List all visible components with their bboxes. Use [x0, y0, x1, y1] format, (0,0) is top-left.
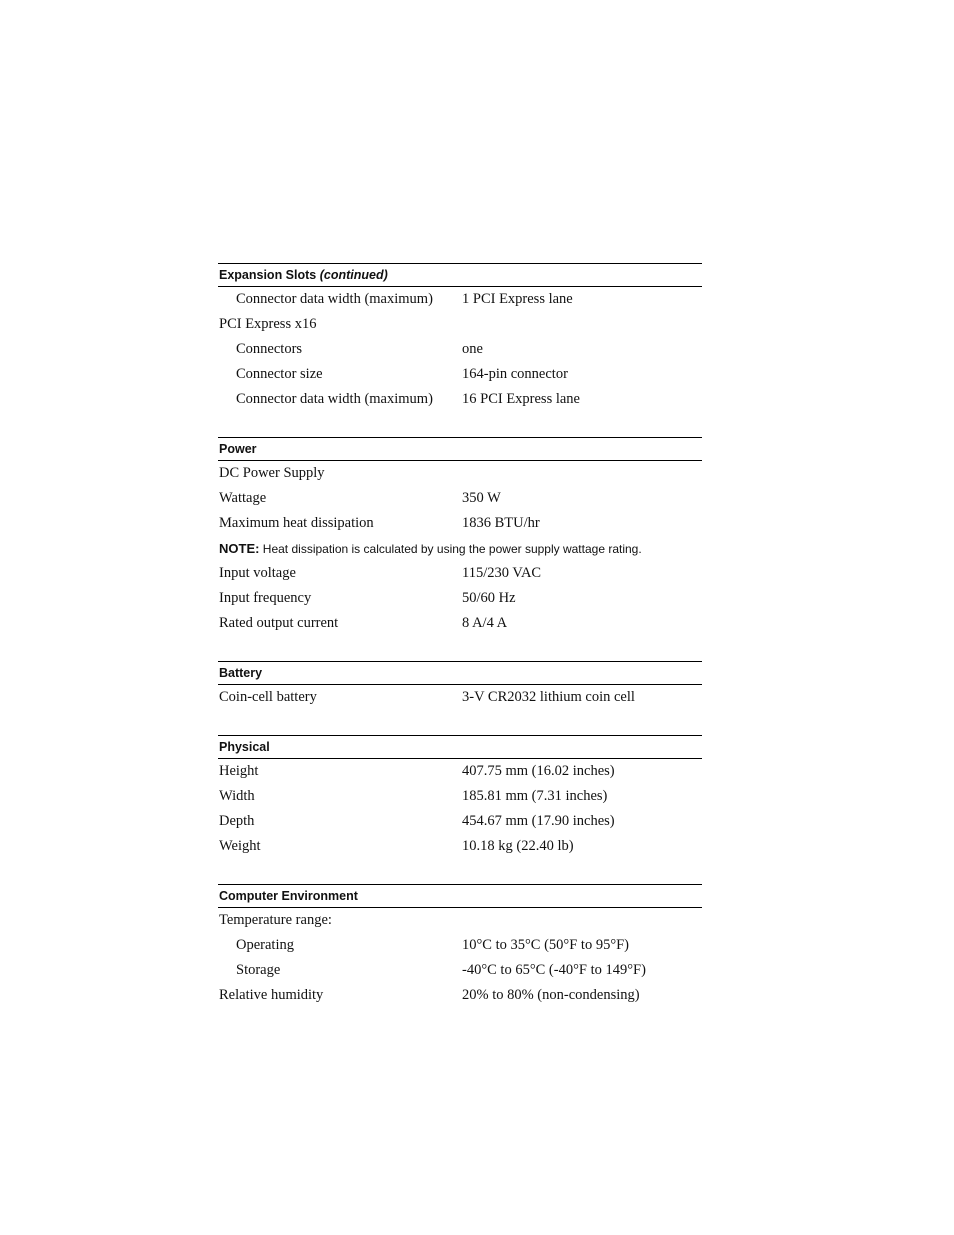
spec-label: Storage: [236, 962, 281, 978]
section-header: [218, 437, 702, 461]
spec-value: 1836 BTU/hr: [462, 515, 540, 531]
section-rows: [218, 461, 702, 636]
spec-label: Width: [219, 788, 255, 804]
spec-value: 185.81 mm (7.31 inches): [462, 788, 608, 804]
spec-row: [218, 834, 702, 859]
spec-label: Connector size: [236, 366, 323, 382]
spec-row: [218, 809, 702, 834]
spec-row: [218, 685, 702, 710]
section-title: Battery: [219, 666, 263, 680]
spec-row: [218, 908, 702, 933]
specifications-table: [218, 263, 702, 1033]
section-title: Expansion Slots: [219, 268, 317, 282]
spec-label: Height: [219, 763, 259, 779]
spec-row: [218, 387, 702, 412]
spec-row: [218, 362, 702, 387]
spec-value: 164-pin connector: [462, 366, 568, 382]
spec-row: [218, 611, 702, 636]
spec-value: 407.75 mm (16.02 inches): [462, 763, 615, 779]
spec-row: [218, 561, 702, 586]
spec-value: 3-V CR2032 lithium coin cell: [462, 689, 635, 705]
spec-value: 115/230 VAC: [462, 565, 542, 581]
spec-row: [218, 337, 702, 362]
note-label: NOTE:: [219, 541, 260, 556]
note-text: Heat dissipation is calculated by using the power supply wattage rating.: [262, 542, 642, 556]
spec-value: 10.18 kg (22.40 lb): [462, 838, 574, 854]
spec-value: 8 A/4 A: [462, 615, 508, 631]
spec-label: Input voltage: [219, 565, 296, 581]
spec-value: one: [462, 341, 483, 357]
section-title: Physical: [219, 740, 270, 754]
section-title: Computer Environment: [219, 889, 358, 903]
spec-label: Input frequency: [219, 590, 312, 606]
spec-label: Connector data width (maximum): [236, 291, 433, 307]
section-title: Power: [219, 442, 257, 456]
spec-row: [218, 586, 702, 611]
spec-value: 10°C to 35°C (50°F to 95°F): [462, 937, 630, 953]
section-rows: [218, 759, 702, 859]
note: [218, 536, 702, 561]
spec-row: [218, 759, 702, 784]
spec-label: Coin-cell battery: [219, 689, 317, 705]
spec-section: [218, 735, 702, 859]
section-header: [218, 735, 702, 759]
spec-row: [218, 287, 702, 312]
section-header: [218, 263, 702, 287]
spec-label: Operating: [236, 937, 294, 953]
section-rows: [218, 685, 702, 710]
section-rows: [218, 908, 702, 1008]
spec-value: 20% to 80% (non-condensing): [462, 987, 640, 1003]
spec-row: [218, 983, 702, 1008]
spec-section: [218, 884, 702, 1008]
spec-value: 454.67 mm (17.90 inches): [462, 813, 615, 829]
section-header: [218, 884, 702, 908]
spec-section: [218, 661, 702, 710]
spec-row: [218, 958, 702, 983]
spec-value: 350 W: [462, 490, 501, 506]
spec-label: Rated output current: [219, 615, 339, 631]
spec-label: Wattage: [219, 490, 267, 506]
spec-row: [218, 933, 702, 958]
spec-value: 50/60 Hz: [462, 590, 516, 606]
spec-label: Connector data width (maximum): [236, 391, 433, 407]
spec-row: [218, 784, 702, 809]
section-rows: [218, 287, 702, 412]
spec-label: Relative humidity: [219, 987, 324, 1003]
spec-label: Connectors: [236, 341, 303, 357]
section-continued-label: (continued): [319, 268, 388, 282]
spec-row: [218, 511, 702, 536]
spec-label: PCI Express x16: [219, 316, 317, 332]
spec-section: [218, 263, 702, 412]
spec-row: [218, 312, 702, 337]
spec-section: [218, 437, 702, 636]
spec-row: [218, 461, 702, 486]
spec-label: Depth: [219, 813, 255, 829]
spec-value: -40°C to 65°C (-40°F to 149°F): [462, 962, 646, 978]
spec-row: [218, 486, 702, 511]
section-header: [218, 661, 702, 685]
spec-value: 1 PCI Express lane: [462, 291, 573, 307]
spec-label: DC Power Supply: [219, 465, 325, 481]
spec-label: Maximum heat dissipation: [219, 515, 374, 531]
spec-value: 16 PCI Express lane: [462, 391, 580, 407]
spec-label: Temperature range:: [219, 912, 332, 928]
spec-label: Weight: [219, 838, 261, 854]
